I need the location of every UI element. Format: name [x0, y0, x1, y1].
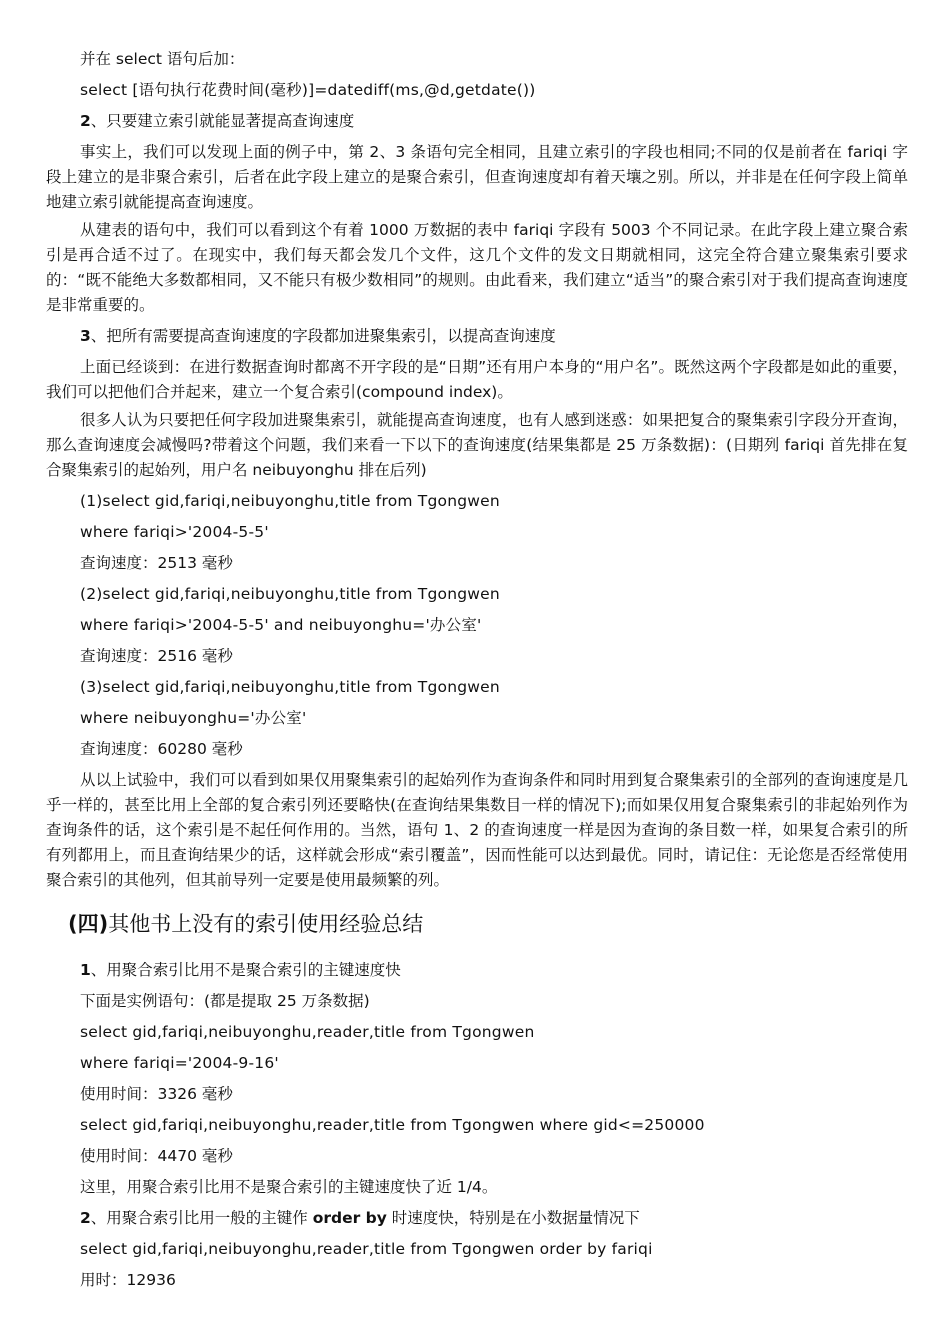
- section-title: 其他书上没有的索引使用经验总结: [108, 912, 424, 936]
- code-line: where fariqi='2004-9-16': [80, 1054, 279, 1072]
- code-line: where fariqi>'2004-5-5' and neibuyonghu='办公室': [80, 616, 482, 634]
- code-line: where fariqi>'2004-5-5': [80, 523, 269, 541]
- code-line: select [语句执行花费时间(毫秒)]=datediff(ms,@d,getdate()): [80, 81, 536, 99]
- subheading-number: 2: [80, 112, 91, 130]
- paragraph: 从建表的语句中，我们可以看到这个有着 1000 万数据的表中 fariqi 字段有 5003 个不同记录。在此字段上建立聚合索引是再合适不过了。在现实中，我们每天都会发几个文件，这几个文件的发文日期就相同，这完全符合建立聚集索引要求的：“既不能绝大多数都相同，又不能只有极少数相同”的规则。由此看来，我们建立“适当”的聚合索引对于我们提高查询速度是非常重要的。: [46, 221, 908, 314]
- paragraph: 上面已经谈到：在进行数据查询时都离不开字段的是“日期”还有用户本身的“用户名”。既然这两个字段都是如此的重要，我们可以把他们合并起来，建立一个复合索引(compound index)。: [46, 358, 908, 401]
- code-line: select gid,fariqi,neibuyonghu,reader,title from Tgongwen where gid<=250000: [80, 1116, 705, 1134]
- paragraph: 很多人认为只要把任何字段加进聚集索引，就能提高查询速度，也有人感到迷惑：如果把复合的聚集索引字段分开查询，那么查询速度会减慢吗?带着这个问题，我们来看一下以下的查询速度(结果集都是 25 万条数据)：(日期列 fariqi 首先排在复合聚集索引的起始列，用户名 neibuyonghu 排在后列): [46, 411, 908, 479]
- subheading: [46, 106, 908, 137]
- subheading-keyword: order by: [312, 1209, 387, 1227]
- code-line: (3)select gid,fariqi,neibuyonghu,title from Tgongwen: [80, 678, 500, 696]
- subheading-text: 、把所有需要提高查询速度的字段都加进聚集索引，以提高查询速度: [90, 327, 556, 345]
- result-line: 查询速度：2516 毫秒: [80, 647, 233, 665]
- code-line: where neibuyonghu='办公室': [80, 709, 307, 727]
- code-line: select gid,fariqi,neibuyonghu,reader,title from Tgongwen: [80, 1023, 535, 1041]
- section-heading: [46, 907, 908, 941]
- result-line: 使用时间：3326 毫秒: [80, 1085, 233, 1103]
- subheading-number: 1: [80, 961, 91, 979]
- result-line: 使用时间：4470 毫秒: [80, 1147, 233, 1165]
- subheading-number: 3: [80, 327, 91, 345]
- text-line: 并在 select 语句后加：: [80, 50, 245, 68]
- subheading-text: 、只要建立索引就能显著提高查询速度: [90, 112, 355, 130]
- code-line: (1)select gid,fariqi,neibuyonghu,title from Tgongwen: [80, 492, 500, 510]
- subheading-text: 、用聚合索引比用一般的主键作: [90, 1209, 313, 1227]
- paragraph: 事实上，我们可以发现上面的例子中，第 2、3 条语句完全相同，且建立索引的字段也相同;不同的仅是前者在 fariqi 字段上建立的是非聚合索引，后者在此字段上建立的是聚合索引，但查询速度却有着天壤之别。所以，并非是在任何字段上简单地建立索引就能提高查询速度。: [46, 143, 908, 211]
- subheading-text: 时速度快，特别是在小数据量情况下: [386, 1209, 640, 1227]
- code-line: (2)select gid,fariqi,neibuyonghu,title from Tgongwen: [80, 585, 500, 603]
- section-number: (四): [68, 912, 109, 936]
- subheading: [46, 1203, 908, 1234]
- text-line: 下面是实例语句：(都是提取 25 万条数据): [80, 992, 370, 1010]
- subheading: [46, 321, 908, 352]
- text-line: 这里，用聚合索引比用不是聚合索引的主键速度快了近 1/4。: [80, 1178, 498, 1196]
- subheading-text: 、用聚合索引比用不是聚合索引的主键速度快: [90, 961, 401, 979]
- subheading-number: 2: [80, 1209, 91, 1227]
- code-line: select gid,fariqi,neibuyonghu,reader,title from Tgongwen order by fariqi: [80, 1240, 653, 1258]
- paragraph: 从以上试验中，我们可以看到如果仅用聚集索引的起始列作为查询条件和同时用到复合聚集索引的全部列的查询速度是几乎一样的，甚至比用上全部的复合索引列还要略快(在查询结果集数目一样的情况下);而如果仅用复合聚集索引的非起始列作为查询条件的话，这个索引是不起任何作用的。当然，语句 1、2 的查询速度一样是因为查询的条目数一样，如果复合索引的所有列都用上，而且查询结果少的话，这样就会形成“索引覆盖”，因而性能可以达到最优。同时，请记住：无论您是否经常使用聚合索引的其他列，但其前导列一定要是使用最频繁的列。: [46, 771, 908, 889]
- result-line: 用时：12936: [80, 1271, 176, 1289]
- document-page: [46, 44, 908, 1296]
- result-line: 查询速度：2513 毫秒: [80, 554, 233, 572]
- result-line: 查询速度：60280 毫秒: [80, 740, 243, 758]
- subheading: [46, 955, 908, 986]
